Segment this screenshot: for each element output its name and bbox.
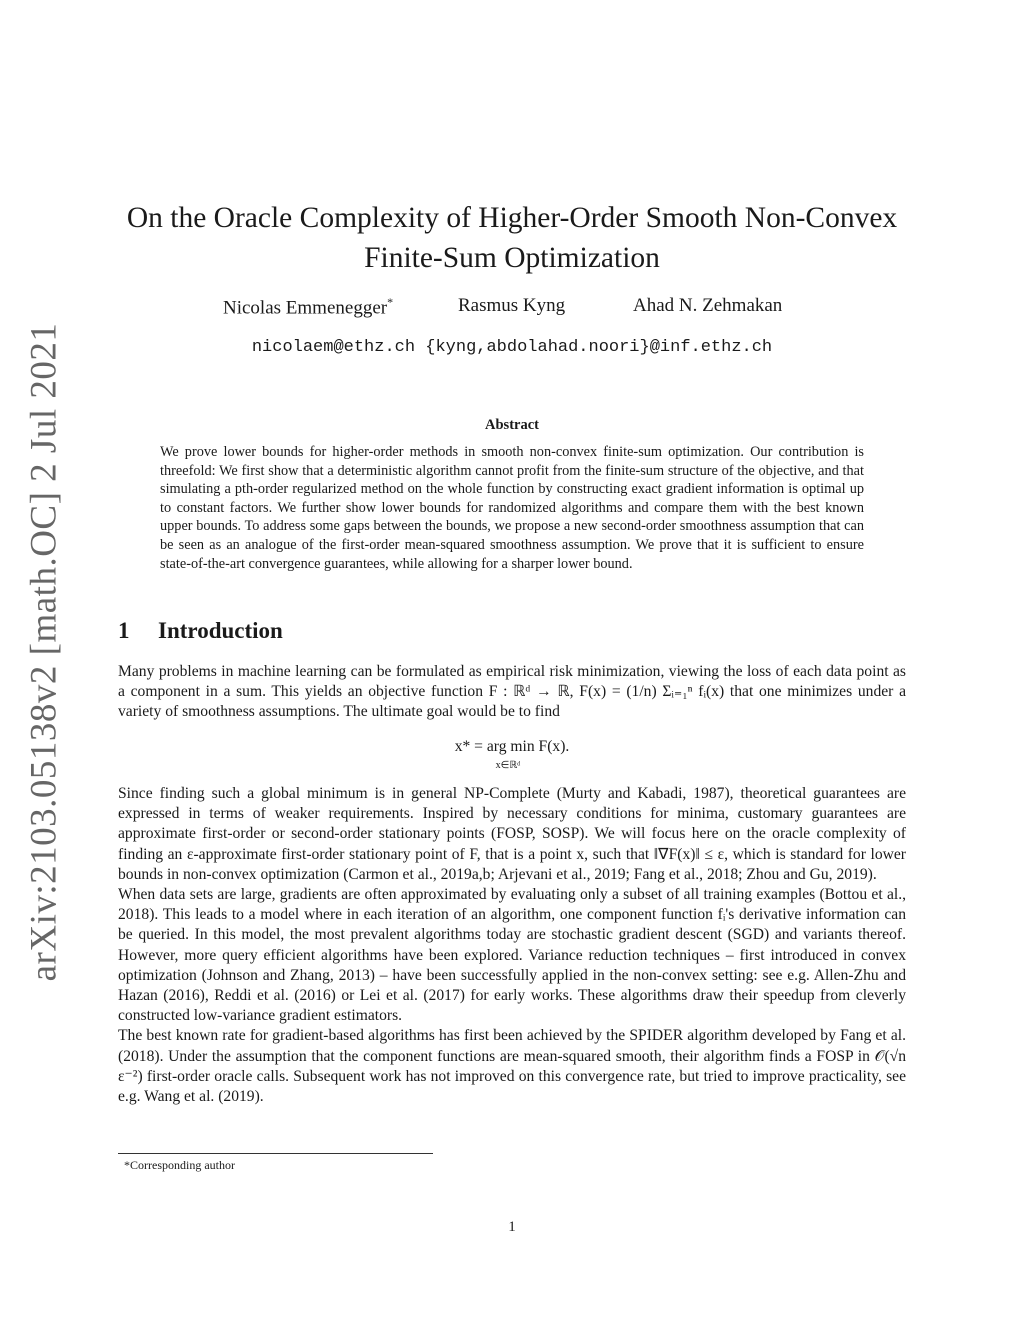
section-heading <box>118 618 283 644</box>
footnote-rule <box>118 1153 433 1154</box>
argmin-equation <box>0 738 1024 771</box>
title-line-2: Finite-Sum Optimization <box>364 242 660 274</box>
intro-body <box>118 784 906 1107</box>
author-emails: nicolaem@ethz.ch {kyng,abdolahad.noori}@inf.ethz.ch <box>251 338 773 357</box>
page-number: 1 <box>508 1219 516 1235</box>
intro-paragraph-4: The best known rate for gradient-based algorithms has first been achieved by the SPIDER algorithm developed by Fang et al. (2018). Under the assumption that the component functions are mean-squared smooth, their algorithm finds a FOSP in 𝒪(√n ε⁻²) first-order oracle calls. Subsequent work has not improved on this convergence rate, but tried to improve practicality, see e.g. Wang et al. (2019). <box>118 1027 906 1106</box>
paper-title <box>0 198 1024 278</box>
intro-paragraph-2: Since finding such a global minimum is in general NP-Complete (Murty and Kabadi, 1987), theoretical guarantees are expressed in terms of weaker requirements. Inspired by necessary conditions for minima, customary guarantees are approximate first-order or second-order stationary points (FOSP, SOSP). We will focus here on the oracle complexity of finding an ε-approximate first-order stationary point of F, that is a point x, such that ‖∇F(x)‖ ≤ ε, which is standard for lower bounds in non-convex optimization (Carmon et al., 2019a,b; Arjevani et al., 2019; Fang et al., 2018; Zhou and Gu, 2019). <box>118 785 906 883</box>
arxiv-identifier-text: arXiv:2103.05138v2 [math.OC] 2 Jul 2021 <box>23 322 65 982</box>
intro-paragraph-3: When data sets are large, gradients are often approximated by evaluating only a subset of all training examples (Bottou et al., 2018). This leads to a model where in each iteration of an algorithm, one component function fᵢ's derivative information can be queried. In this model, the most prevalent algorithms today are stochastic gradient descent (SGD) and variants thereof. However, more query efficient algorithms have been explored. Variance reduction techniques – first introduced in convex optimization (Johnson and Zhang, 2013) – have been successfully applied in the non-convex setting: see e.g. Allen-Zhu and Hazan (2016), Reddi et al. (2016) or Lei et al. (2017) for early works. These algorithms draw their speedup from cleverly constructed low-variance gradient estimators. <box>118 886 906 1025</box>
intro-paragraph-1: Many problems in machine learning can be formulated as empirical risk minimization, viewing the loss of each data point as a component in a sum. This yields an objective function F : ℝᵈ → ℝ, F(x) = (1/n) Σᵢ₌₁ⁿ fᵢ(x) that one minimizes under a variety of smoothness assumptions. The ultimate goal would be to find <box>118 663 906 721</box>
abstract-text: We prove lower bounds for higher-order methods in smooth non-convex finite-sum optimization. Our contribution is threefold: We first show that a deterministic algorithm cannot profit from the finite-sum structure of the objective, and that simulating a pth-order regularized method on the whole function by constructing exact gradient information is optimal up to constant factors. We further show lower bounds for randomized algorithms and compare them with the best known upper bounds. To address some gaps between the bounds, we propose a new second-order smoothness assumption that can be seen as an analogue of the first-order mean-squared smoothness assumption. We prove that it is sufficient to ensure state-of-the-art convergence guarantees, while allowing for a sharper lower bound. <box>160 444 864 572</box>
footnote: *Corresponding author <box>124 1158 235 1172</box>
equation-subscript: x∈ℝᵈ <box>495 760 521 771</box>
section-number: 1 <box>118 618 130 643</box>
author-list <box>0 295 1024 321</box>
author-3: Ahad N. Zehmakan <box>633 295 783 316</box>
author-1: Nicolas Emmenegger* <box>223 295 394 319</box>
title-line-1: On the Oracle Complexity of Higher-Order Smooth Non-Convex <box>126 202 898 234</box>
section-title: Introduction <box>158 618 283 643</box>
author-2: Rasmus Kyng <box>458 295 566 316</box>
equation-main: x* = arg min F(x). <box>454 738 570 755</box>
abstract-heading: Abstract <box>485 417 539 433</box>
abstract-body <box>160 443 864 573</box>
